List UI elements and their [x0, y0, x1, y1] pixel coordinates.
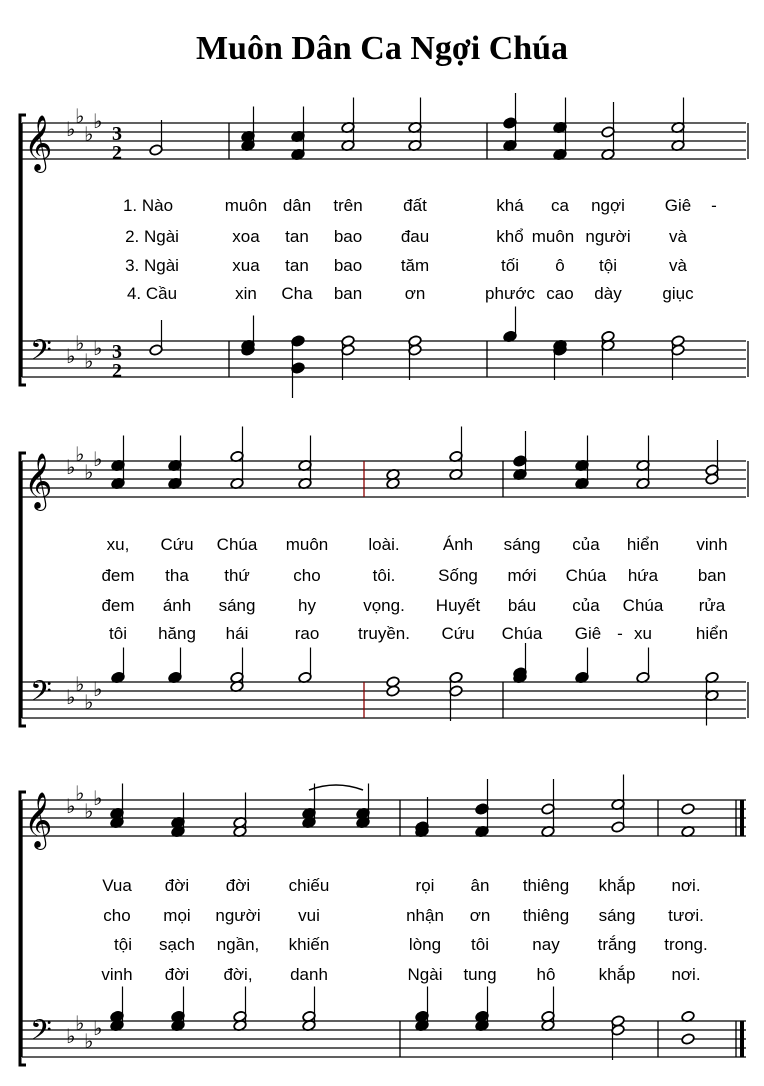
lyric-syllable: ngần,	[216, 935, 260, 954]
lyric-syllable: muôn	[285, 535, 329, 554]
key-signature-flat: ♭	[93, 786, 103, 810]
lyrics-line-system-1-verse-1	[0, 196, 764, 226]
lyric-syllable: rao	[294, 624, 320, 643]
lyric-syllable: ban	[333, 284, 363, 303]
lyric-syllable: vọng.	[363, 596, 405, 615]
lyric-syllable: đau	[400, 227, 430, 246]
key-signature-flat: ♭	[93, 677, 103, 701]
lyric-syllable: 1. Nào	[122, 196, 174, 215]
lyric-syllable: đời	[164, 876, 190, 895]
key-signature-flat: ♭	[84, 690, 94, 714]
lyric-syllable: cho	[103, 906, 131, 925]
lyric-syllable: 4. Cầu	[126, 284, 178, 303]
key-signature-flat: ♭	[84, 349, 94, 373]
key-signature-flat: ♭	[84, 460, 94, 484]
lyric-syllable: nay	[532, 935, 560, 954]
key-signature-flat: ♭	[93, 109, 103, 133]
lyric-syllable: tha	[165, 566, 189, 585]
lyric-syllable: -	[711, 196, 717, 215]
lyric-syllable: hô	[536, 965, 556, 984]
lyrics-line-system-1-verse-2	[0, 227, 764, 257]
time-signature-bottom: 2	[112, 142, 122, 164]
lyric-syllable: Vua	[102, 876, 132, 895]
lyric-syllable: nơi.	[671, 876, 701, 895]
lyric-syllable: trong.	[664, 935, 708, 954]
lyric-syllable: tôi	[109, 624, 127, 643]
key-signature-flat: ♭	[66, 1024, 76, 1048]
lyric-syllable: Ánh	[442, 535, 474, 554]
key-signature-flat: ♭	[75, 331, 85, 355]
lyric-syllable: tăm	[400, 256, 430, 275]
lyric-syllable: ngợi	[591, 196, 625, 215]
lyric-syllable: giục	[662, 284, 694, 303]
lyric-syllable: sáng	[218, 596, 256, 615]
tie	[309, 785, 363, 790]
lyric-syllable: thứ	[224, 566, 250, 585]
lyric-syllable: của	[572, 535, 600, 554]
lyric-syllable: Chúa	[501, 624, 543, 643]
lyric-syllable: xin	[235, 284, 257, 303]
lyric-syllable: sạch	[159, 935, 195, 954]
lyric-syllable: thiêng	[522, 906, 570, 925]
lyric-syllable: xua	[232, 256, 260, 275]
lyric-syllable: dân	[282, 196, 312, 215]
key-signature-flat: ♭	[84, 799, 94, 823]
lyric-syllable: 2. Ngài	[125, 227, 179, 246]
lyric-syllable: tội	[599, 256, 617, 275]
key-signature-flat: ♭	[93, 336, 103, 360]
key-signature-flat: ♭	[93, 1016, 103, 1040]
lyric-syllable: khổ	[496, 227, 524, 246]
lyric-syllable: hăng	[158, 624, 196, 643]
lyric-syllable: tung	[463, 965, 497, 984]
lyric-syllable: Huyết	[435, 596, 481, 615]
lyrics-line-system-3-verse-1	[0, 876, 764, 906]
lyric-syllable: mọi	[163, 906, 191, 925]
lyrics-line-system-2-verse-2	[0, 566, 764, 596]
key-signature-flat: ♭	[66, 685, 76, 709]
lyric-syllable: ánh	[162, 596, 192, 615]
lyric-syllable: tan	[285, 227, 309, 246]
bass-clef: 𝄢	[30, 334, 52, 374]
lyric-syllable: tối	[501, 256, 519, 275]
lyrics-line-system-2-verse-1	[0, 535, 764, 565]
lyric-syllable: muôn	[224, 196, 268, 215]
lyric-syllable: đời	[164, 965, 190, 984]
lyric-syllable: bao	[333, 227, 363, 246]
key-signature-flat: ♭	[66, 455, 76, 479]
lyrics-line-system-3-verse-3	[0, 935, 764, 965]
hymn-title: Muôn Dân Ca Ngợi Chúa	[195, 30, 569, 67]
lyric-syllable: tôi.	[372, 566, 396, 585]
lyric-syllable: Cha	[281, 284, 313, 303]
lyric-syllable: của	[572, 596, 600, 615]
lyric-syllable: cao	[546, 284, 574, 303]
time-signature-bottom: 2	[112, 360, 122, 382]
lyric-syllable: bao	[333, 256, 363, 275]
lyric-syllable: tan	[285, 256, 309, 275]
key-signature-flat: ♭	[93, 447, 103, 471]
key-signature-flat: ♭	[75, 1011, 85, 1035]
lyric-syllable: khắp	[598, 876, 636, 895]
bass-clef: 𝄢	[30, 675, 52, 715]
lyric-syllable: truyền.	[358, 624, 410, 643]
lyric-syllable: đất	[403, 196, 427, 215]
lyric-syllable: sáng	[598, 906, 636, 925]
lyric-syllable: mới	[507, 566, 537, 585]
lyric-syllable: nơi.	[671, 965, 701, 984]
lyric-syllable: loài.	[368, 535, 400, 554]
key-signature-flat: ♭	[66, 117, 76, 141]
lyric-syllable: đem	[101, 596, 135, 615]
lyric-syllable: chiếu	[288, 876, 330, 895]
lyric-syllable: Sống	[438, 566, 478, 585]
lyric-syllable: và	[669, 227, 687, 246]
lyric-syllable: tươi.	[668, 906, 704, 925]
lyric-syllable: vinh	[696, 535, 728, 554]
lyric-syllable: Chúa	[622, 596, 664, 615]
lyric-syllable: Ngài	[407, 965, 443, 984]
lyric-syllable: xoa	[232, 227, 260, 246]
lyric-syllable: khá	[496, 196, 524, 215]
key-signature-flat: ♭	[66, 344, 76, 368]
lyric-syllable: Chúa	[565, 566, 607, 585]
lyric-syllable: khiến	[288, 935, 330, 954]
lyric-syllable: hiển	[626, 535, 660, 554]
lyric-syllable: -	[617, 624, 623, 643]
time-signature-top: 3	[112, 123, 122, 145]
lyric-syllable: thiêng	[522, 876, 570, 895]
lyric-syllable: vinh	[101, 965, 133, 984]
lyric-syllable: cho	[293, 566, 321, 585]
lyric-syllable: đời	[225, 876, 251, 895]
lyric-syllable: dày	[594, 284, 622, 303]
lyric-syllable: ô	[555, 256, 565, 275]
key-signature-flat: ♭	[75, 442, 85, 466]
lyric-syllable: trắng	[597, 935, 637, 954]
lyric-syllable: ơn	[469, 906, 491, 925]
lyric-syllable: báu	[507, 596, 537, 615]
notehead	[681, 1033, 695, 1045]
lyric-syllable: phước	[485, 284, 535, 303]
treble-clef: 𝄞	[24, 115, 53, 171]
lyric-syllable: tôi	[471, 935, 489, 954]
lyrics-line-system-3-verse-4	[0, 965, 764, 995]
lyric-syllable: Cứu	[160, 535, 194, 554]
key-signature-flat: ♭	[84, 122, 94, 146]
key-signature-flat: ♭	[75, 104, 85, 128]
lyric-syllable: người	[215, 906, 261, 925]
key-signature-flat: ♭	[75, 781, 85, 805]
treble-clef: 𝄞	[24, 453, 53, 509]
notehead	[386, 685, 400, 697]
lyric-syllable: trên	[333, 196, 363, 215]
lyric-syllable: và	[669, 256, 687, 275]
lyric-syllable: hy	[298, 596, 316, 615]
lyric-syllable: hái	[225, 624, 249, 643]
lyrics-line-system-1-verse-3	[0, 256, 764, 286]
key-signature-flat: ♭	[84, 1029, 94, 1053]
lyric-syllable: ca	[551, 196, 569, 215]
lyric-syllable: khắp	[598, 965, 636, 984]
lyric-syllable: sáng	[503, 535, 541, 554]
lyric-syllable: ơn	[404, 284, 426, 303]
treble-clef: 𝄞	[24, 792, 53, 848]
lyric-syllable: danh	[290, 965, 328, 984]
lyric-syllable: Chúa	[216, 535, 258, 554]
lyrics-line-system-1-verse-4	[0, 284, 764, 314]
notehead	[681, 803, 695, 815]
lyric-syllable: xu,	[106, 535, 130, 554]
key-signature-flat: ♭	[75, 672, 85, 696]
lyric-syllable: Cứu	[441, 624, 475, 643]
lyric-syllable: tội	[114, 935, 132, 954]
lyric-syllable: hứa	[627, 566, 659, 585]
lyric-syllable: đời,	[223, 965, 253, 984]
lyric-syllable: đem	[101, 566, 135, 585]
lyrics-line-system-2-verse-3	[0, 596, 764, 626]
lyric-syllable: muôn	[531, 227, 575, 246]
lyric-syllable: hiển	[695, 624, 729, 643]
lyric-syllable: ân	[470, 876, 490, 895]
lyric-syllable: nhận	[406, 906, 444, 925]
lyrics-line-system-3-verse-2	[0, 906, 764, 936]
lyrics-line-system-2-verse-4	[0, 624, 764, 654]
lyric-syllable: Giê	[574, 624, 602, 643]
lyric-syllable: ban	[697, 566, 727, 585]
lyric-syllable: 3. Ngài	[125, 256, 179, 275]
lyric-syllable: vui	[298, 906, 320, 925]
lyric-syllable: xu	[634, 624, 652, 643]
lyric-syllable: rửa	[698, 596, 726, 615]
lyric-syllable: người	[585, 227, 631, 246]
time-signature-top: 3	[112, 341, 122, 363]
lyric-syllable: rọi	[415, 876, 435, 895]
bass-clef: 𝄢	[30, 1014, 52, 1054]
lyric-syllable: Giê	[664, 196, 692, 215]
lyric-syllable: lòng	[408, 935, 442, 954]
key-signature-flat: ♭	[66, 794, 76, 818]
